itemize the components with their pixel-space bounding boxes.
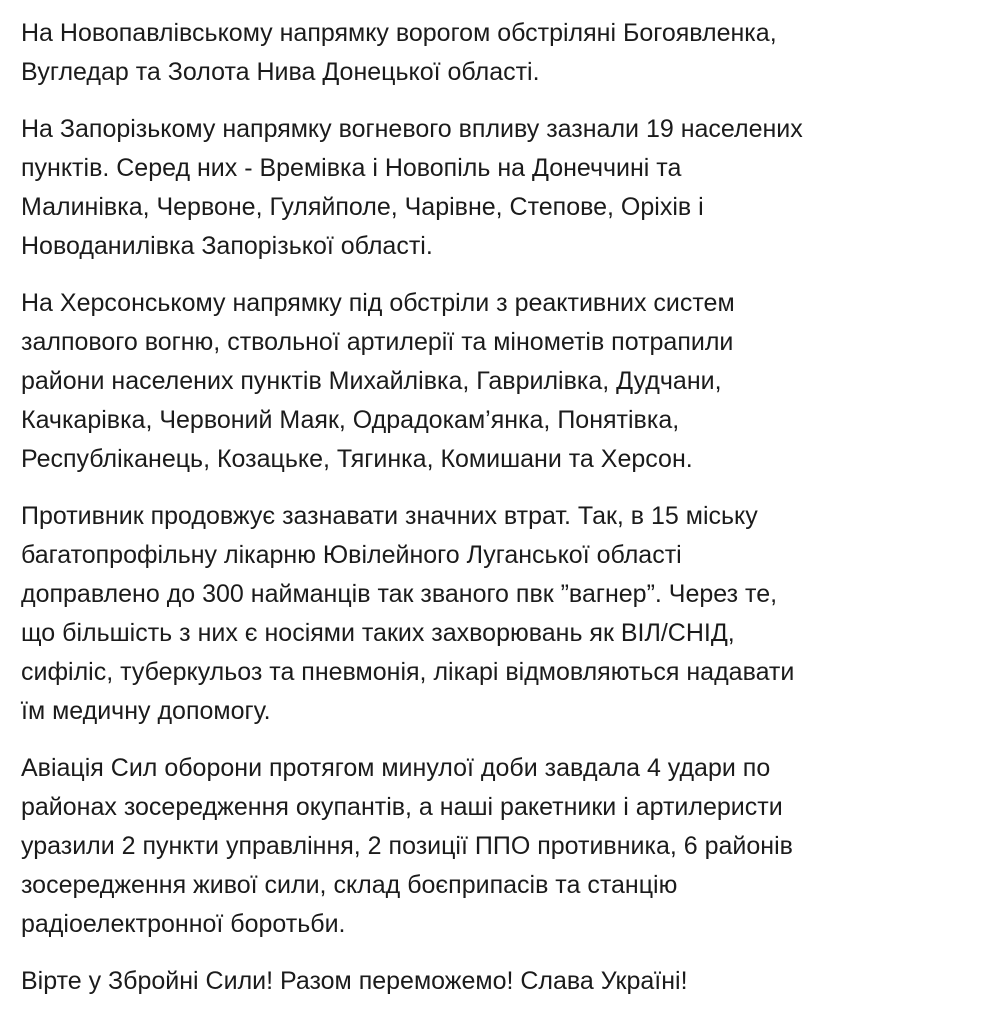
text-line: райони населених пунктів Михайлівка, Гаврилівка, Дудчани, — [21, 367, 722, 395]
text-line: зосередження живої сили, склад боєприпасів та станцію — [21, 871, 678, 899]
paragraph-enemy-losses — [21, 497, 970, 731]
text-line: сифіліс, туберкульоз та пневмонія, лікарі відмовляються надавати — [21, 658, 795, 686]
text-line: пунктів. Серед них - Времівка і Новопіль на Донеччині та — [21, 154, 682, 182]
text-line: залпового вогню, ствольної артилерії та мінометів потрапили — [21, 328, 734, 356]
text-line: На Запорізькому напрямку вогневого впливу зазнали 19 населених — [21, 115, 803, 143]
text-line: їм медичну допомогу. — [21, 697, 271, 725]
text-line: Малинівка, Червоне, Гуляйполе, Чарівне, Степове, Оріхів і — [21, 193, 704, 221]
text-line: Новоданилівка Запорізької області. — [21, 232, 433, 260]
text-line: радіоелектронної боротьби. — [21, 910, 346, 938]
text-line: багатопрофільну лікарню Ювілейного Луганської області — [21, 541, 682, 569]
text-line: На Херсонському напрямку під обстріли з реактивних систем — [21, 289, 735, 317]
text-line: Вірте у Збройні Сили! Разом переможемо! Слава Україні! — [21, 967, 688, 995]
text-line: що більшість з них є носіями таких захворювань як ВІЛ/СНІД, — [21, 619, 735, 647]
text-line: уразили 2 пункти управління, 2 позиції ППО противника, 6 районів — [21, 832, 793, 860]
paragraph-kherson-direction — [21, 284, 970, 479]
paragraph-slogan — [21, 962, 970, 1001]
paragraph-zaporizhzhia-direction — [21, 110, 970, 266]
text-line: Вугледар та Золота Нива Донецької області. — [21, 58, 540, 86]
text-line: Качкарівка, Червоний Маяк, Одрадокам’янка, Понятівка, — [21, 406, 680, 434]
text-line: районах зосередження окупантів, а наші ракетники і артилеристи — [21, 793, 783, 821]
text-line: Противник продовжує зазнавати значних втрат. Так, в 15 міську — [21, 502, 758, 530]
paragraph-novopavlivsk-direction — [21, 14, 970, 92]
text-line: доправлено до 300 найманців так званого пвк ”вагнер”. Через те, — [21, 580, 778, 608]
text-line: Авіація Сил оборони протягом минулої доби завдала 4 удари по — [21, 754, 771, 782]
paragraph-aviation-strikes — [21, 749, 970, 944]
text-line: Республіканець, Козацьке, Тягинка, Комишани та Херсон. — [21, 445, 693, 473]
text-line: На Новопавлівському напрямку ворогом обстріляні Богоявленка, — [21, 19, 777, 47]
